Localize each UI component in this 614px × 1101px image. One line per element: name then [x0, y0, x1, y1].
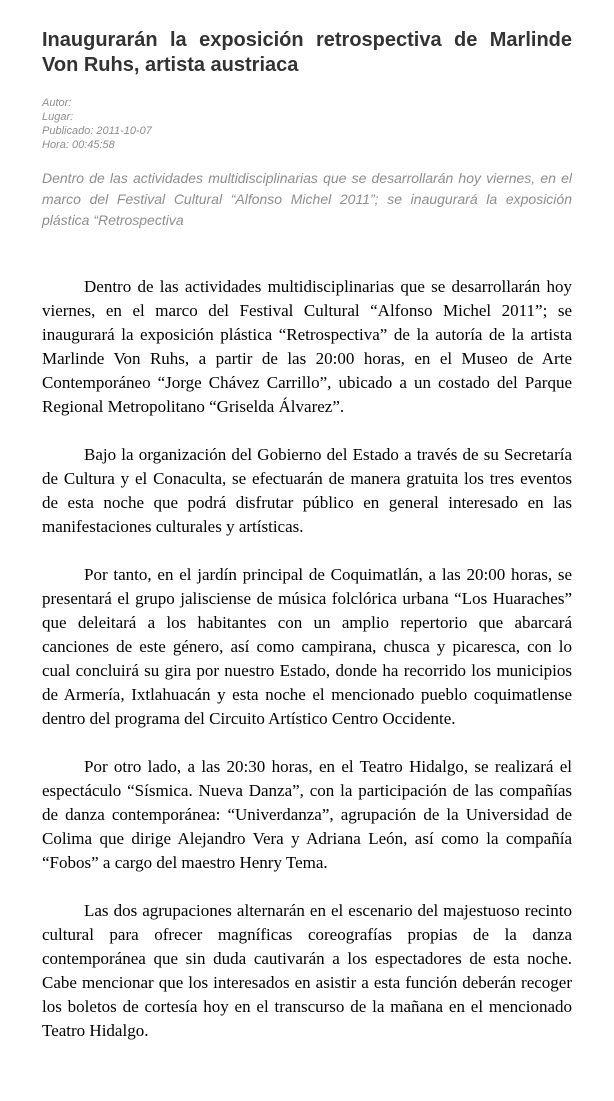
article-body — [42, 275, 572, 1043]
meta-autor: Autor: — [42, 97, 72, 109]
body-paragraph-3: Por tanto, en el jardín principal de Coquimatlán, a las 20:00 horas, se presentará el grupo jalisciense de música folclórica urbana “Los Huaraches” que deleitará a los habitantes con un amplio repertorio que abarcará canciones de este género, así como campirana, chusca y picaresca, con lo cual concluirá su gira por nuestro Estado, donde ha recorrido los municipios de Armería, Ixtlahuacán y esta noche el mencionado pueblo coquimatlense dentro del programa del Circuito Artístico Centro Occidente. — [42, 565, 572, 728]
body-paragraph-4: Por otro lado, a las 20:30 horas, en el Teatro Hidalgo, se realizará el espectáculo “Sísmica. Nueva Danza”, con la participación de las compañías de danza contemporánea: “Univerdanza”, agrupación de la Universidad de Colima que dirige Alejandro Vera y Adriana León, así como la compañía “Fobos” a cargo del maestro Henry Tema. — [42, 757, 572, 872]
body-paragraph-5: Las dos agrupaciones alternarán en el escenario del majestuoso recinto cultural para ofrecer magníficas coreografías propias de la danza contemporánea que sin duda cautivarán a los espectadores de esta noche. Cabe mencionar que los interesados en asistir a esta función deberán recoger los boletos de cortesía hoy en el transcurso de la mañana en el mencionado Teatro Hidalgo. — [42, 901, 572, 1040]
body-paragraph-1: Dentro de las actividades multidisciplinarias que se desarrollarán hoy viernes, en el marco del Festival Cultural “Alfonso Michel 2011”; se inaugurará la exposición plástica “Retrospectiva” de la autoría de la artista Marlinde Von Ruhs, a partir de las 20:00 horas, en el Museo de Arte Contemporáneo “Jorge Chávez Carrillo”, ubicado a un costado del Parque Regional Metropolitano “Griselda Álvarez”. — [42, 277, 572, 416]
meta-hora: Hora: 00:45:58 — [42, 139, 115, 151]
body-paragraph-2: Bajo la organización del Gobierno del Estado a través de su Secretaría de Cultura y el Conaculta, se efectuarán de manera gratuita los tres eventos de esta noche que podrá disfrutar público en general interesado en las manifestaciones culturales y artísticas. — [42, 445, 572, 536]
meta-publicado: Publicado: 2011-10-07 — [42, 125, 152, 137]
article-lede: Dentro de las actividades multidisciplinarias que se desarrollarán hoy viernes, en el marco del Festival Cultural “Alfonso Michel 2011”; se inaugurará la exposición plástica “Retrospectiva — [42, 170, 572, 228]
article-meta — [42, 96, 572, 152]
meta-lugar: Lugar: — [42, 111, 74, 123]
article-title: Inaugurarán la exposición retrospectiva de Marlinde Von Ruhs, artista austriaca — [42, 29, 572, 76]
